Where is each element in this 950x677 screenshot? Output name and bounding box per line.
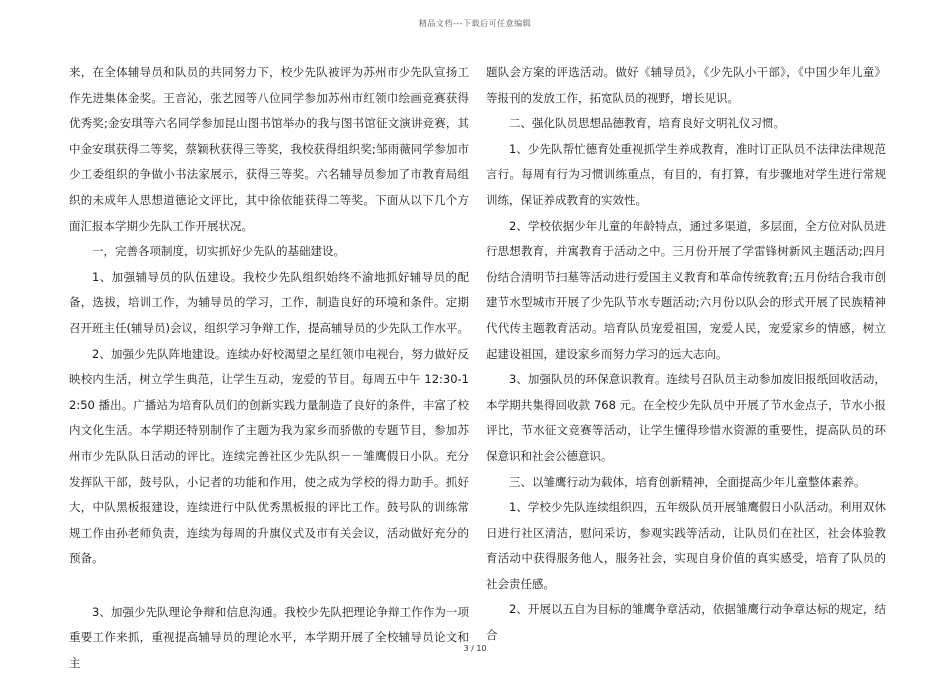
section-heading: 一，完善各项制度，切实抓好少先队的基础建设。 bbox=[92, 244, 345, 259]
paragraph: 1、学校少先队连续组织四，五年级队员开展雏鹰假日小队活动。利用双休日进行社区清洁，慰问采访，参观实践等活动，让队员们在社区，社会体验教育活动中获得服务他人，服务社会，实现自身价值的真实感受，培育了队员的社会责任感。 bbox=[486, 500, 886, 591]
paragraph: 题队会方案的评选活动。做好《辅导员》，《少先队小干部》，《中国少年儿童》等报刊的发放工作，拓宽队员的视野，增长见识。 bbox=[486, 65, 886, 105]
page-number: 3 / 10 bbox=[463, 644, 487, 653]
paragraph: 2、加强少先队阵地建设。连续办好校渴望之星红领巾电视台，努力做好反映校内生活，树立学生典范，让学生互动，宠爱的节目。每周五中午 12:30-12:50 播出。广播站为培育队员们的创新实践力量制造了良好的条件，丰富了校内文化生活。本学期还特别制作了主题为我为家乡而骄傲的专题节目，参加苏州市少先队队日活动的评比。连续完善社区少先队织－－雏鹰假日小队。充分发挥队干部，鼓号队，小记者的功能和作用，使之成为学校的得力助手。抓好大，中队黑板报建设，连续进行中队优秀黑板报的评比工作。鼓号队的训练常规工作由孙老师负责，连续为每周的升旗仪式及市有关会议，活动做好充分的预备。 bbox=[69, 346, 469, 566]
paragraph: 2、开展以五自为目标的雏鹰争章活动，依据雏鹰行动争章达标的规定，结合 bbox=[486, 602, 886, 643]
paragraph: 1、加强辅导员的队伍建设。我校少先队组织始终不渝地抓好辅导员的配备，选拔，培训工作，为辅导员的学习，工作，制造良好的环境和条件。定期召开班主任(辅导员)会议，组织学习争辩工作，提高辅导员的少先队工作水平。 bbox=[69, 269, 469, 335]
paragraph: 1、少先队帮忙德育处重视抓学生养成教育，准时订正队员不法律法律规范言行。每周有行为习惯训练重点，有目的，有打算，有步骤地对学生进行常规训练，保证养成教育的实效性。 bbox=[486, 141, 886, 207]
left-column bbox=[69, 60, 469, 677]
section-heading: 三、以雏鹰行动为载体，培育创新精神，全面提高少年儿童整体素养。 bbox=[509, 474, 866, 489]
paragraph: 来，在全体辅导员和队员的共同努力下，校少先队被评为苏州市少先队宣扬工作先进集体金奖。王音沁，张艺园等八位同学参加苏州市红领巾绘画竞赛获得优秀奖;金安琪等六名同学参加昆山图书馆举办的我与图书馆征文演讲竞赛，其中金安琪获得二等奖，蔡颖秋获得三等奖，我校获得组织奖;邹雨薇同学参加市少工委组织的争做小书法家展示，获得三等奖。六名辅导员参加了市教育局组织的未成年人思想道德论文评比，其中徐依能获得二等奖。下面从以下几个方面汇报本学期少先队工作开展状况。 bbox=[69, 65, 469, 233]
paragraph: 3、加强少先队理论争辩和信息沟通。我校少先队把理论争辩工作作为一项重要工作来抓，重视提高辅导员的理论水平，本学期开展了全校辅导员论文和主 bbox=[69, 604, 469, 671]
paragraph: 3、加强队员的环保意识教育。连续号召队员主动参加废旧报纸回收活动，本学期共集得回收款 768 元。在全校少先队员中开展了节水金点子，节水小报评比，节水征文竞赛等活动，让学生懂得珍惜水资源的重要性，提高队员的环保意识和社会公德意识。 bbox=[486, 372, 886, 463]
page-header: 精品文档---下载后可任意编辑 bbox=[418, 19, 532, 28]
right-column bbox=[486, 60, 886, 649]
section-heading: 二、强化队员思想品德教育，培育良好文明礼仪习惯。 bbox=[509, 116, 785, 131]
paragraph: 2、学校依据少年儿童的年龄特点，通过多渠道，多层面，全方位对队员进行思想教育，并寓教育于活动之中。三月份开展了学雷锋树新风主题活动;四月份结合清明节扫墓等活动进行爱国主义教育和革命传统教育;五月份结合我市创建节水型城市开展了少先队节水专题活动;六月份以队会的形式开展了民族精神代代传主题教育活动。培育队员宠爱祖国，宠爱人民，宠爱家乡的情感，树立起建设祖国，建设家乡而努力学习的远大志向。 bbox=[486, 218, 886, 361]
